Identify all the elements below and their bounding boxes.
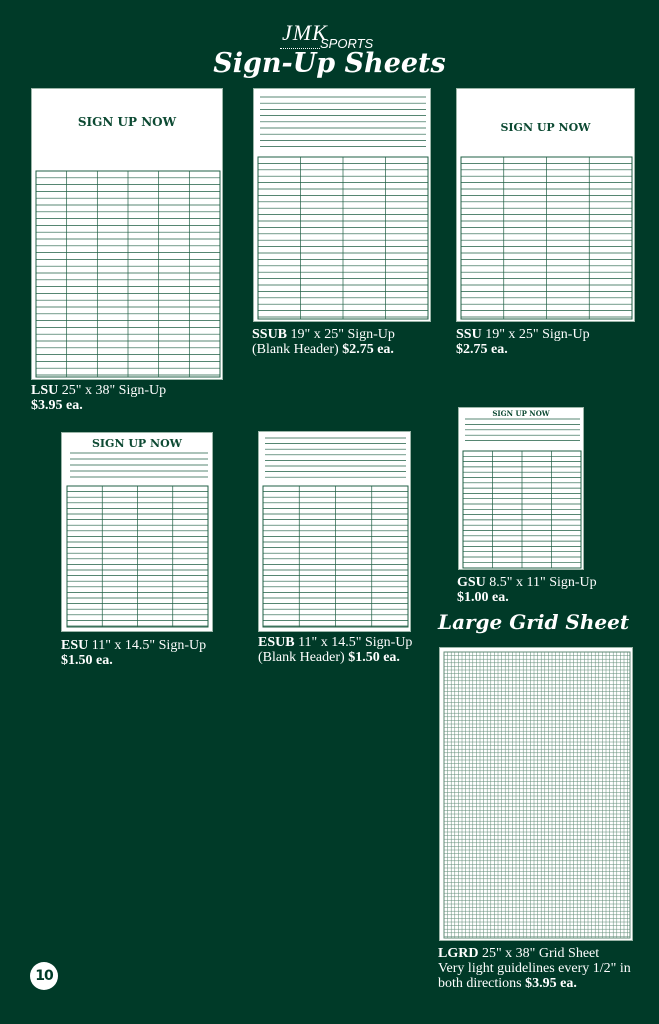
lgrd-desc2: Very light guidelines every 1/2" in [438, 961, 631, 976]
page-number: 10 [30, 962, 58, 990]
ssu-sheet-image [456, 88, 635, 322]
gsu-header: SIGN UP NOW [492, 409, 550, 418]
lsu-price: $3.95 ea. [31, 398, 83, 413]
lsu-table-lines [32, 89, 224, 381]
ssu-code: SSU [456, 327, 482, 342]
lsu-code: LSU [31, 383, 59, 398]
ssu-header: SIGN UP NOW [500, 121, 591, 134]
esu-desc: 11" x 14.5" Sign-Up [91, 638, 207, 653]
gsu-table-lines [459, 408, 585, 571]
ssu-table-lines [457, 89, 636, 323]
esu-sheet-image [61, 432, 213, 632]
esub-price: $1.50 ea. [348, 650, 400, 665]
gsu-sheet-image [458, 407, 584, 570]
lgrd-caption [438, 946, 653, 991]
gsu-caption [457, 575, 657, 605]
logo-sports: SPORTS [320, 36, 374, 51]
gsu-desc: 8.5" x 11" Sign-Up [489, 575, 597, 590]
esub-code: ESUB [258, 635, 295, 650]
lgrd-grid-lines [440, 648, 634, 942]
ssu-desc: 19" x 25" Sign-Up [485, 327, 590, 342]
logo-brand: JMK [282, 20, 328, 45]
ssub-table-lines [254, 89, 432, 323]
esu-table-lines [62, 433, 214, 633]
lsu-desc: 25" x 38" Sign-Up [61, 383, 167, 398]
ssub-caption [252, 327, 452, 357]
lsu-caption [31, 383, 231, 413]
esub-desc: 11" x 14.5" Sign-Up [298, 635, 413, 650]
ssub-code: SSUB [252, 327, 288, 342]
lgrd-sheet-image [439, 647, 633, 941]
ssub-sheet-image [253, 88, 431, 322]
esub-sheet-image [258, 431, 411, 632]
lsu-sheet-image [31, 88, 223, 380]
lsu-header: SIGN UP NOW [77, 115, 177, 129]
esub-table-lines [259, 432, 412, 633]
page-title: Sign-Up Sheets [213, 48, 446, 79]
esu-caption [61, 638, 261, 668]
ssu-caption [456, 327, 656, 357]
gsu-price: $1.00 ea. [457, 590, 509, 605]
gsu-code: GSU [457, 575, 486, 590]
esub-desc2: (Blank Header) [258, 650, 345, 665]
lgrd-price: $3.95 ea. [525, 976, 577, 991]
esu-header: SIGN UP NOW [91, 437, 183, 450]
esu-price: $1.50 ea. [61, 653, 113, 668]
esu-code: ESU [61, 638, 89, 653]
esub-caption [258, 635, 458, 665]
ssub-price: $2.75 ea. [342, 342, 394, 357]
ssu-price: $2.75 ea. [456, 342, 508, 357]
lgrd-desc3: both directions [438, 976, 522, 991]
large-grid-title: Large Grid Sheet [438, 610, 630, 634]
ssub-desc: 19" x 25" Sign-Up [290, 327, 395, 342]
ssub-desc2: (Blank Header) [252, 342, 339, 357]
lgrd-desc: 25" x 38" Grid Sheet [481, 946, 600, 961]
lgrd-code: LGRD [438, 946, 479, 961]
